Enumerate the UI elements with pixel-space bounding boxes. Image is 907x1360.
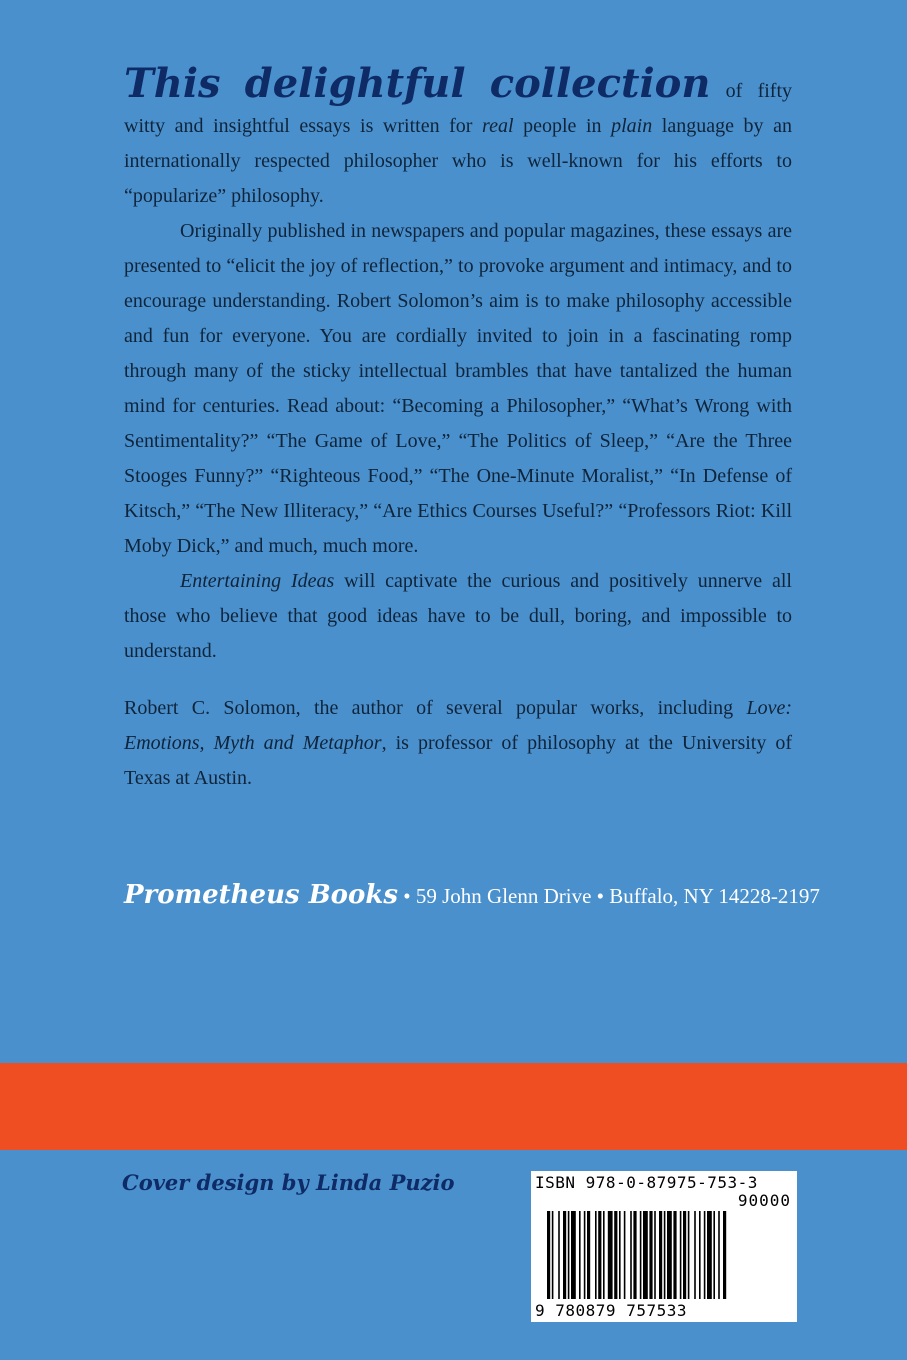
- isbn-number: ISBN 978-0-87975-753-3: [535, 1173, 758, 1192]
- blurb-paragraph-3: [124, 564, 792, 669]
- lead-script-heading: This delightful collection: [124, 60, 711, 107]
- isbn-barcode: [531, 1171, 797, 1322]
- blurb-emphasis: real: [482, 115, 514, 137]
- cover-design-credit: Cover design by Linda Puzio: [122, 1170, 455, 1195]
- blurb-text: language by an internationally respected philosopher who is well-known for his efforts to “popularize” philosophy.: [124, 115, 792, 207]
- blurb-paragraph-1: [124, 60, 792, 214]
- back-cover-blurb: [124, 60, 793, 796]
- author-bio: [124, 691, 792, 796]
- publisher-name: Prometheus Books: [124, 880, 399, 910]
- publisher-address: • 59 John Glenn Drive • Buffalo, NY 14228-2197: [398, 884, 820, 908]
- blurb-text: will captivate the curious and positively unnerve all those who believe that good ideas have to be dull, boring, and impossible to understand.: [124, 570, 792, 662]
- ean-number: 9 780879 757533: [535, 1301, 687, 1320]
- barcode-bars: [547, 1211, 787, 1299]
- book-title: Entertaining Ideas: [180, 570, 335, 592]
- blurb-text: people in: [513, 115, 612, 137]
- bio-text: , is professor of philosophy at the University of Texas at Austin.: [124, 732, 793, 789]
- blurb-text: of fifty witty and insightful essays is written for: [124, 80, 792, 137]
- publisher-line: [124, 880, 824, 910]
- bio-text: Robert C. Solomon, the author of several popular works, including: [124, 697, 747, 719]
- orange-band: [0, 1063, 907, 1150]
- bio-book-title: Love: Emotions, Myth and Metaphor: [124, 697, 792, 754]
- blurb-paragraph-2: Originally published in newspapers and popular magazines, these essays are presented to “elicit the joy of reflection,” to provoke argument and intimacy, and to encourage understanding. Robert Solomon’s aim is to make philosophy accessible and fun for everyone. You are cordially invited to join in a fascinating romp through many of the sticky intellectual brambles that have tantalized the human mind for centuries. Read about: “Becoming a Philosopher,” “What’s Wrong with Sentimentality?” “The Game of Love,” “The Politics of Sleep,” “Are the Three Stooges Funny?” “Righteous Food,” “The One-Minute Moralist,” “In Defense of Kitsch,” “The New Illiteracy,” “Are Ethics Courses Useful?” “Professors Riot: Kill Moby Dick,” and much, much more.: [124, 220, 792, 557]
- price-addon: 90000: [737, 1191, 791, 1210]
- blurb-emphasis: plain: [611, 115, 653, 137]
